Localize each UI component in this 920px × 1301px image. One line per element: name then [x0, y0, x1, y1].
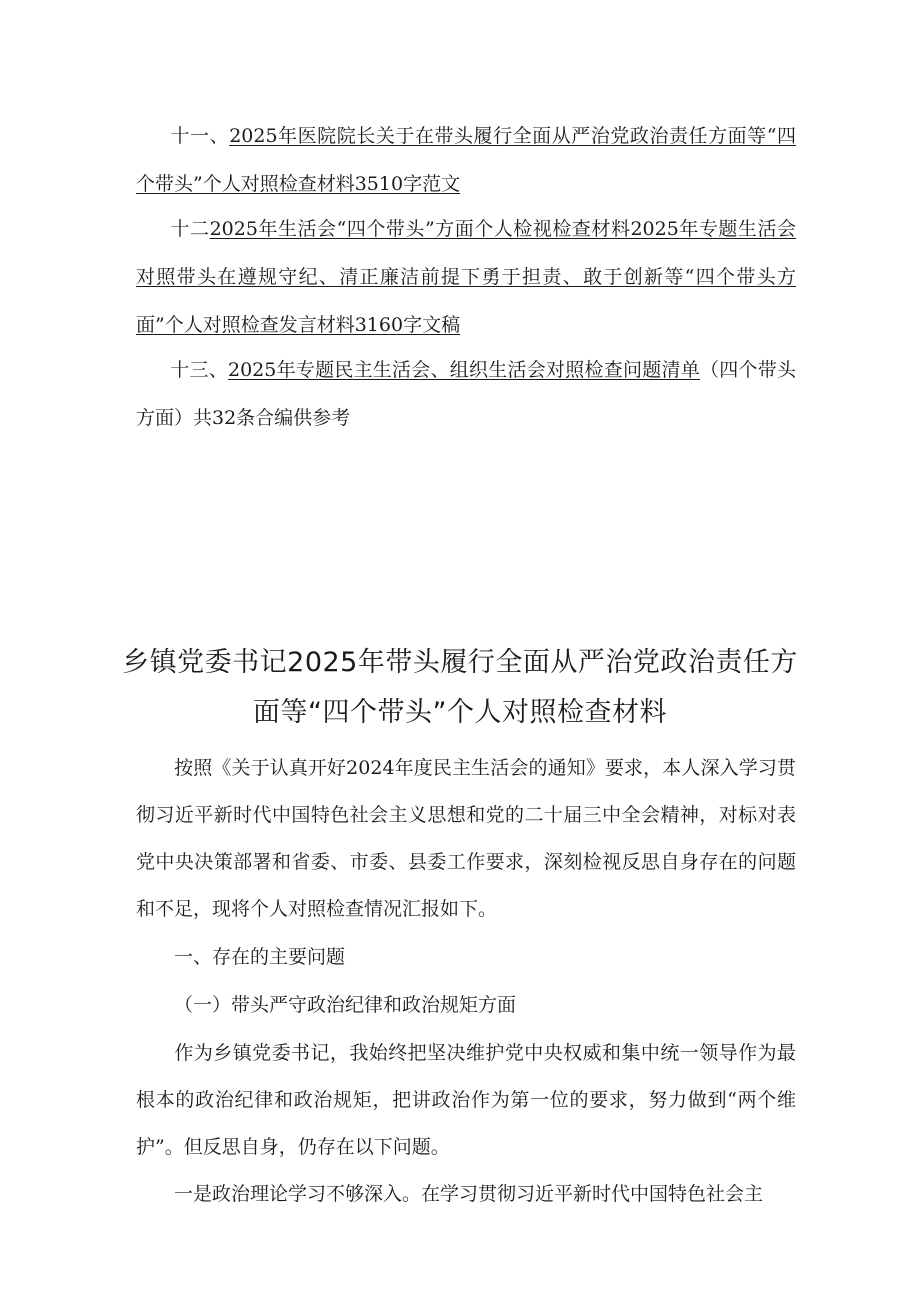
toc-item-13-prefix: 十三、 — [170, 359, 228, 381]
toc-item-13-suffix: （四个带头方面）共32条合编供参考 — [136, 359, 796, 429]
intro-paragraph-text: 按照《关于认真开好2024年度民主生活会的通知》要求，本人深入学习贯彻习近平新时代中国特色社会主义思想和党的二十届三中全会精神，对标对表党中央决策部署和省委、市委、县委工作要求，深刻检视反思自身存在的问题和不足，现将个人对照检查情况汇报如下。 — [136, 757, 796, 920]
body-paragraph-3-text: 一是政治理论学习不够深入。在学习贯彻习近平新时代中国特色社会主 — [174, 1183, 764, 1205]
body-paragraph-3 — [136, 1171, 796, 1218]
toc-item-12[interactable] — [136, 205, 796, 349]
subsection-heading-1-1 — [136, 982, 796, 1029]
toc-item-11[interactable] — [136, 112, 796, 208]
subsection-heading-1-1-text: （一）带头严守政治纪律和政治规矩方面 — [174, 994, 517, 1016]
intro-paragraph — [136, 745, 796, 933]
toc-item-12-link[interactable]: 2025年生活会“四个带头”方面个人检视检查材料2025年专题生活会对照带头在遵规守纪、清正廉洁前提下勇于担责、敢于创新等“四个带头方面”个人对照检查发言材料3160字文稿 — [136, 218, 796, 336]
toc-item-12-prefix: 十二 — [170, 218, 210, 240]
article-title: 乡镇党委书记2025年带头履行全面从严治党政治责任方面等“四个带头”个人对照检查材料 — [122, 647, 798, 728]
toc-item-11-prefix: 十一、 — [170, 125, 230, 147]
toc-item-13-link[interactable]: 2025年专题民主生活会、组织生活会对照检查问题清单 — [227, 359, 700, 381]
toc-item-13[interactable] — [136, 346, 796, 442]
body-paragraph-2-text: 作为乡镇党委书记，我始终把坚决维护党中央权威和集中统一领导作为最根本的政治纪律和政治规矩，把讲政治作为第一位的要求，努力做到“两个维护”。但反思自身，仍存在以下问题。 — [136, 1042, 796, 1158]
toc-item-11-link[interactable]: 2025年医院院长关于在带头履行全面从严治党政治责任方面等“四个带头”个人对照检查材料3510字范文 — [136, 125, 796, 195]
section-heading-1-text: 一、存在的主要问题 — [174, 946, 346, 968]
body-paragraph-2 — [136, 1030, 796, 1171]
section-heading-1 — [136, 934, 796, 981]
